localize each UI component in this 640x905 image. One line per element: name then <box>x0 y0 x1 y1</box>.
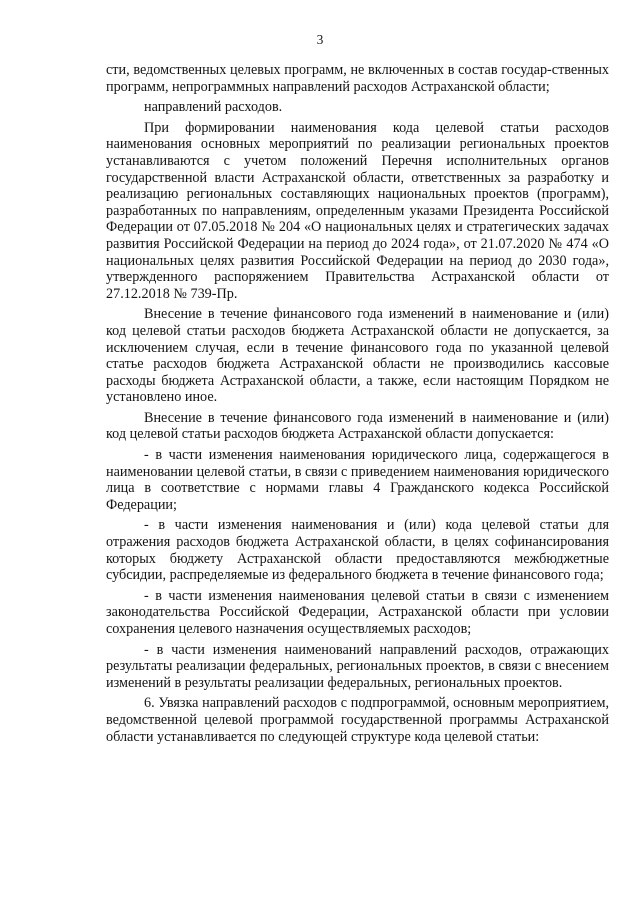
list-item: - в части изменения наименования и (или) кода целевой статьи для отражения расходов бюджета Астраханской области, в целях софинансирования которых бюджету Астраханской области предоставляются межбюджетные субсидии, распределяемые из федерального бюджета в течение финансового года; <box>106 517 609 584</box>
paragraph: сти, ведомственных целевых программ, не включенных в состав государ-ственных программ, непрограммных направлений расходов Астраханской области; <box>106 62 609 95</box>
paragraph: Внесение в течение финансового года изменений в наименование и (или) код целевой статьи расходов бюджета Астраханской области допускается: <box>106 409 609 443</box>
paragraph: направлений расходов. <box>144 99 283 116</box>
paragraph: При формировании наименования кода целевой статьи расходов наименования основных мероприятий по реализации региональных проектов устанавливаются с учетом положений Перечня исполнительных органов государственной власти Астраханской области, ответственных за разработку и реализацию региональных составляющих национальных проектов (программ), разработанных по направлениям, определенным указами Президента Российской Федерации от 07.05.2018 № 204 «О национальных целях и стратегических задачах развития Российской Федерации на период до 2024 года», от 21.07.2020 № 474 «О национальных целях развития Российской Федерации на период до 2030 года», утвержденного распоряжением Правительства Астраханской области от 27.12.2018 № 739-Пр. <box>106 119 609 302</box>
document-body <box>106 62 609 749</box>
list-item: - в части изменения наименования юридического лица, содержащегося в наименовании целевой статьи, в связи с приведением наименования юридического лица в соответствие с нормами главы 4 Гражданского кодекса Российской Федерации; <box>106 447 609 513</box>
list-item: - в части изменения наименований направлений расходов, отражающих результаты реализации федеральных, региональных проектов, в связи с внесением изменений в результаты реализации федеральных, региональных проектов. <box>106 641 609 691</box>
paragraph: 6. Увязка направлений расходов с подпрограммой, основным мероприятием, ведомственной целевой программой государственной программы Астраханской области устанавливается по следующей структуре кода целевой статьи: <box>106 695 609 745</box>
paragraph: Внесение в течение финансового года изменений в наименование и (или) код целевой статьи расходов бюджета Астраханской области не допускается, за исключением случая, если в течение финансового года по указанной целевой статье расходов бюджета Астраханской области не производились кассовые расходы бюджета Астраханской области, а также, если настоящим Порядком не установлено иное. <box>106 306 609 406</box>
page-number: 3 <box>316 32 324 47</box>
list-item: - в части изменения наименования целевой статьи в связи с изменением законодательства Российской Федерации, Астраханской области при условии сохранения целевого назначения осуществляемых расходов; <box>106 587 609 637</box>
